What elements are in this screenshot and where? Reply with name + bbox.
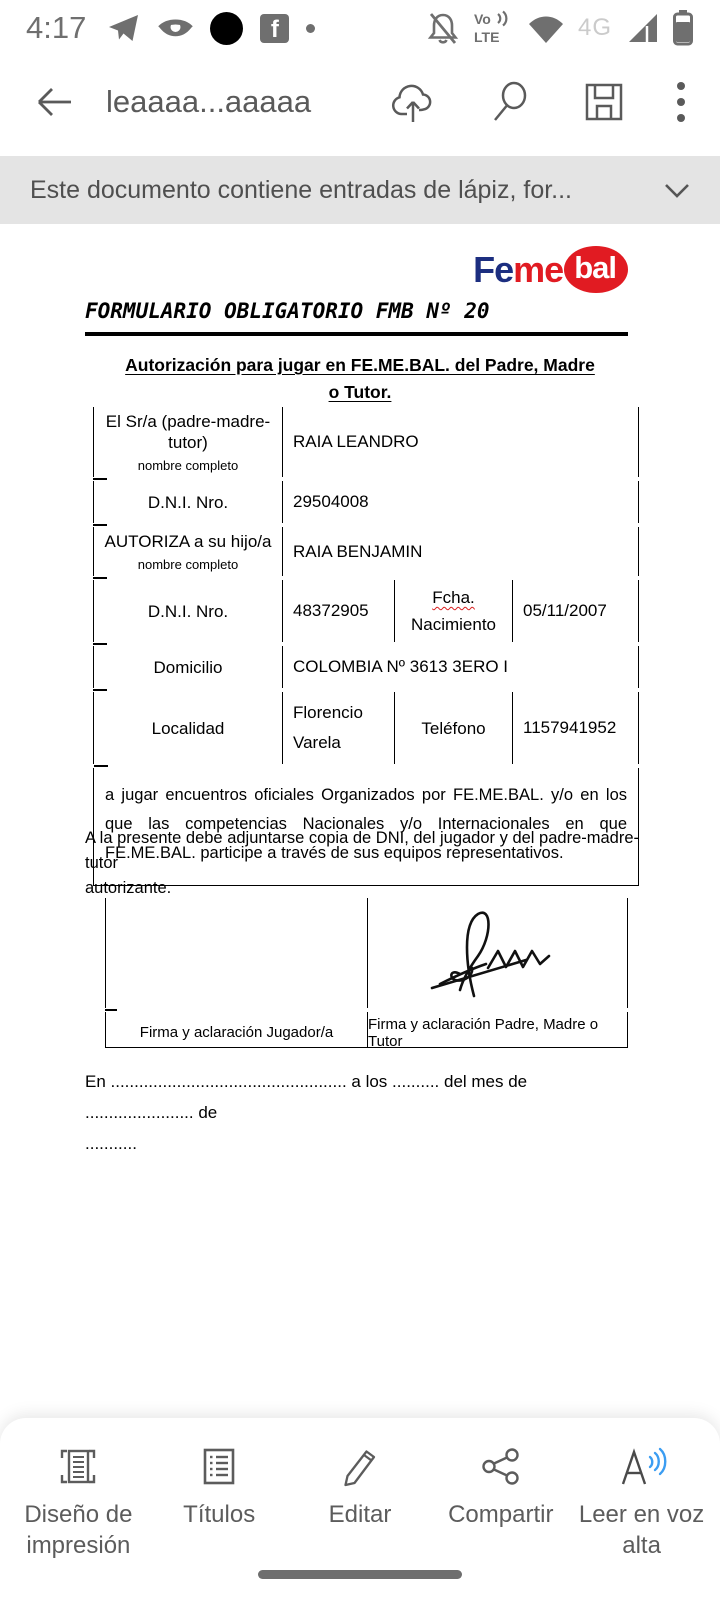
headings-button[interactable] — [150, 1444, 288, 1530]
cloud-upload-icon — [388, 80, 438, 124]
app-bar — [0, 56, 720, 148]
upload-button[interactable] — [388, 80, 438, 124]
edit-button[interactable] — [291, 1444, 429, 1530]
form-table — [93, 407, 639, 886]
field-sublabel: nombre completo — [137, 458, 239, 473]
read-aloud-icon — [617, 1444, 667, 1490]
field-label: AUTORIZA a su hijo/a — [104, 532, 272, 551]
field-value: 1157941952 — [513, 692, 639, 764]
field-label: Domicilio — [93, 646, 283, 688]
field-label: D.N.I. Nro. — [93, 481, 283, 523]
field-value: RAIA BENJAMIN — [283, 527, 639, 576]
share-icon — [478, 1444, 524, 1490]
authorization-title: Autorización para jugar en FE.ME.BAL. del Padre, Madre o Tutor. — [125, 355, 595, 402]
save-floppy-icon — [582, 80, 626, 124]
share-button[interactable] — [432, 1444, 570, 1530]
document-notice-banner[interactable] — [0, 156, 720, 224]
field-label: Nacimiento — [410, 615, 497, 634]
back-arrow-icon — [30, 80, 76, 124]
logo-text-fe: Fe — [473, 248, 514, 290]
date-fill-line: En .................................................. a los .......... del mes de ....................... de ........... — [85, 1072, 528, 1153]
logo-oval-bal: bal — [564, 246, 628, 293]
tool-label: Compartir — [448, 1501, 554, 1528]
status-bar — [0, 0, 720, 56]
svg-text:LTE: LTE — [473, 29, 500, 45]
signature-box-player — [105, 898, 368, 1008]
field-label: Localidad — [93, 692, 283, 764]
kebab-menu-icon — [676, 81, 686, 123]
handwritten-signature — [416, 904, 627, 1002]
network-type-label: 4G — [577, 14, 612, 41]
save-button[interactable] — [582, 80, 626, 124]
table-row — [93, 481, 639, 523]
field-value: Florencio Varela — [283, 692, 395, 764]
back-button[interactable] — [30, 80, 76, 124]
battery-icon — [672, 10, 694, 46]
document-title: leaaaa...aaaaa — [106, 84, 312, 119]
logo-text-me: me — [513, 248, 564, 290]
tool-label: Editar — [328, 1501, 392, 1528]
status-dot-icon — [306, 24, 315, 33]
read-aloud-button[interactable] — [573, 1444, 711, 1561]
field-sublabel: nombre completo — [137, 557, 239, 572]
notice-text: Este documento contiene entradas de lápiz, for... — [30, 175, 573, 204]
home-indicator[interactable] — [258, 1570, 462, 1579]
overflow-menu-button[interactable] — [676, 81, 686, 123]
svg-text:Vo: Vo — [473, 11, 491, 27]
field-value: 05/11/2007 — [513, 580, 639, 642]
field-label-misspelled: Fcha. — [432, 588, 475, 607]
telegram-icon — [107, 12, 141, 44]
facebook-icon: f — [260, 14, 289, 43]
chevron-down-icon[interactable] — [664, 183, 690, 198]
print-layout-icon — [55, 1444, 101, 1490]
femebal-logo — [473, 246, 628, 293]
signal-strength-icon — [625, 12, 659, 44]
headings-list-icon — [196, 1444, 242, 1490]
clock: 4:17 — [26, 10, 87, 45]
signature-table — [105, 898, 628, 1048]
field-value: COLOMBIA Nº 3613 3ERO I — [283, 646, 639, 688]
print-layout-button[interactable] — [9, 1444, 147, 1561]
volte-icon — [472, 10, 514, 46]
table-row — [93, 407, 639, 477]
table-row — [93, 646, 639, 688]
tool-label: Títulos — [183, 1501, 256, 1528]
field-label: D.N.I. Nro. — [93, 580, 283, 642]
wifi-icon — [527, 12, 565, 44]
notification-dot-icon — [210, 12, 243, 45]
search-button[interactable] — [488, 80, 532, 124]
consent-paragraph: a jugar encuentros oficiales Organizados por FE.ME.BAL. y/o en los que las competencias Nacionales y/o Internacionales en que FE.ME.BAL. participe a través de sus equipos representativos. — [93, 768, 639, 886]
tool-label: Diseño de impresión — [24, 1501, 133, 1559]
table-row — [93, 580, 639, 642]
notifications-muted-icon — [427, 11, 459, 45]
signature-label-parent: Firma y aclaración Padre, Madre o Tutor — [368, 1012, 628, 1047]
search-icon — [488, 80, 532, 124]
field-label: El Sr/a (padre-madre-tutor) — [105, 412, 271, 452]
attachment-note: A la presente debe adjuntarse copia de DNI, del jugador y del padre-madre-tutor autorizante. — [85, 829, 640, 897]
field-value: 48372905 — [283, 580, 395, 642]
pencil-icon — [337, 1444, 383, 1490]
field-value: RAIA LEANDRO — [283, 407, 639, 477]
table-row — [93, 527, 639, 576]
signature-label-player: Firma y aclaración Jugador/a — [105, 1012, 368, 1047]
field-label: Teléfono — [395, 692, 513, 764]
signature-box-parent — [368, 898, 628, 1008]
tool-label: Leer en voz alta — [578, 1501, 705, 1559]
eye-icon — [158, 14, 193, 42]
document-page — [0, 224, 720, 1418]
form-title: FORMULARIO OBLIGATORIO FMB Nº 20 — [85, 299, 628, 336]
field-value: 29504008 — [283, 481, 639, 523]
table-row — [93, 692, 639, 764]
